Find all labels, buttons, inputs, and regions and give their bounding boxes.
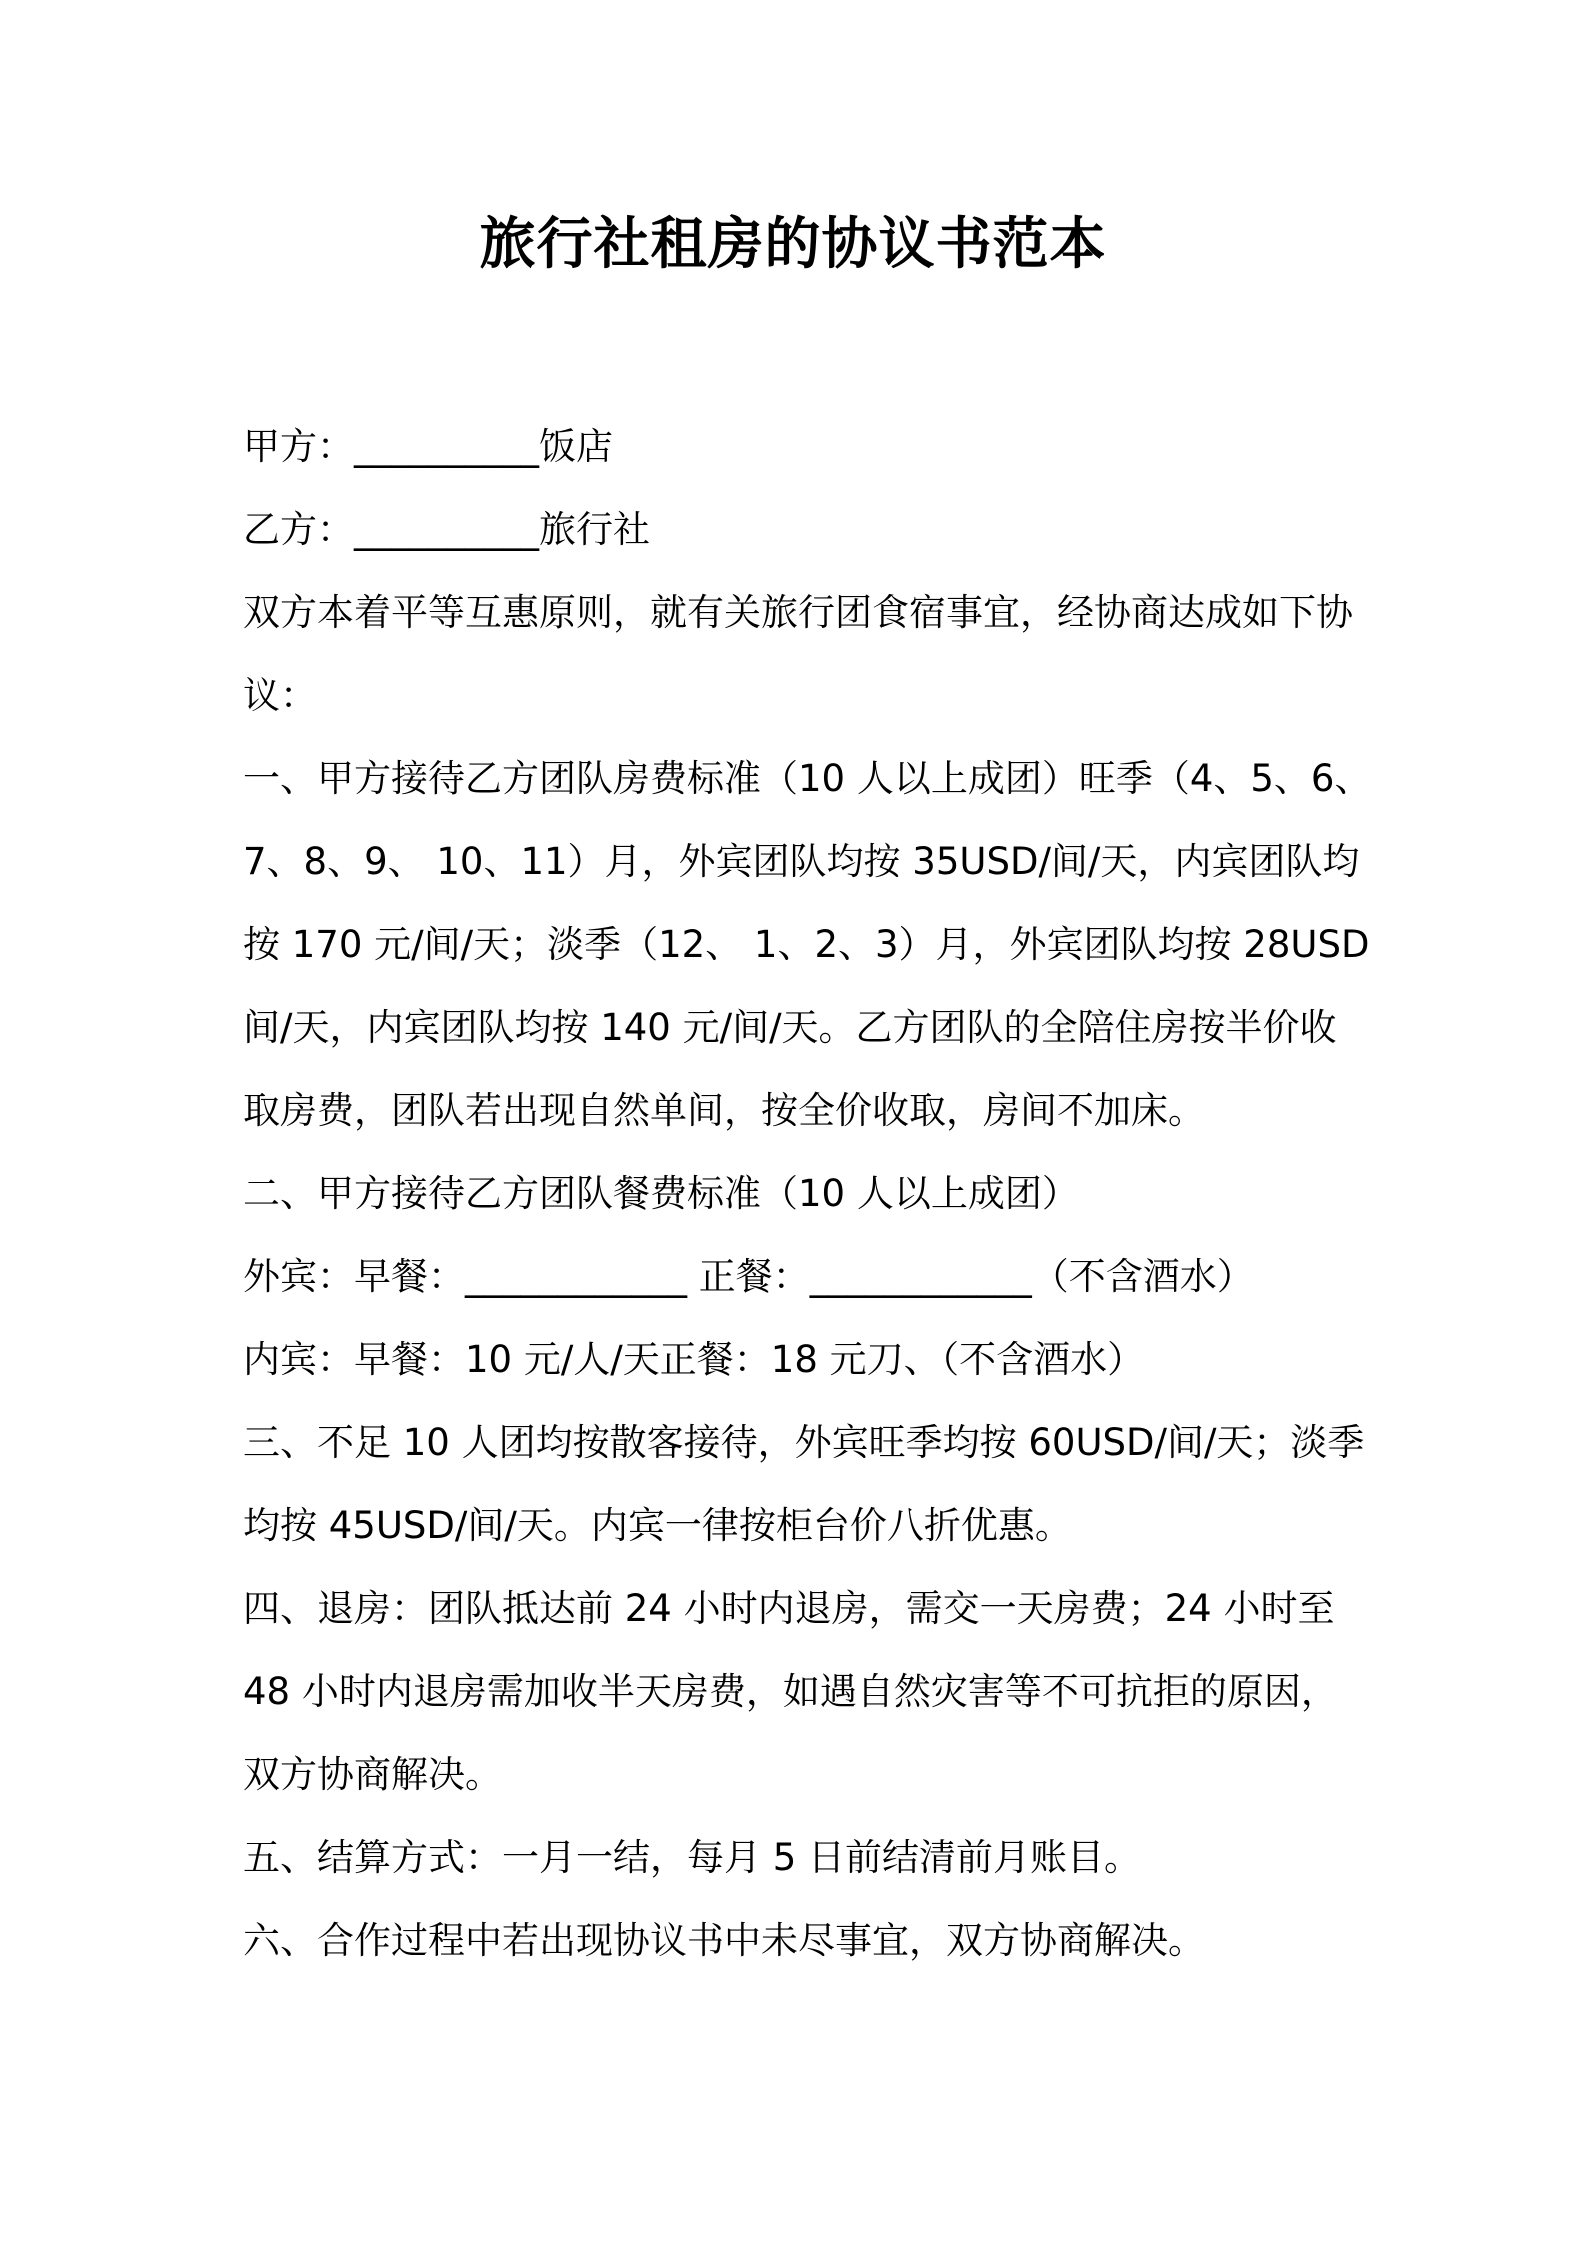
party-b-line: 乙方：__________旅行社: [243, 508, 650, 551]
clause-1-line: 按 170 元/间/天；淡季（12、 1、2、3）月，外宾团队均按 28USD: [243, 923, 1370, 966]
clause-4-line: 四、退房：团队抵达前 24 小时内退房，需交一天房费；24 小时至: [243, 1587, 1335, 1630]
clause-3-line: 三、不足 10 人团均按散客接待，外宾旺季均按 60USD/间/天；淡季: [243, 1421, 1365, 1464]
clause-3-line: 均按 45USD/间/天。内宾一律按柜台价八折优惠。: [243, 1504, 1072, 1547]
clause-2: 二、甲方接待乙方团队餐费标准（10 人以上成团）: [243, 1172, 1079, 1215]
party-a-line: 甲方：__________饭店: [243, 425, 613, 468]
document-body: [243, 405, 1372, 1982]
domestic-meals-line: 内宾：早餐：10 元/人/天正餐：18 元刀、（不含酒水）: [243, 1338, 1145, 1381]
clause-1-line: 7、8、9、 10、11）月，外宾团队均按 35USD/间/天，内宾团队均: [243, 840, 1360, 883]
clause-6: 六、合作过程中若出现协议书中未尽事宜，双方协商解决。: [243, 1919, 1205, 1962]
intro-line: 议：: [243, 674, 317, 717]
clause-4-line: 双方协商解决。: [243, 1753, 502, 1796]
foreign-meals-line: 外宾：早餐：____________ 正餐：____________（不含酒水）: [243, 1255, 1254, 1298]
clause-1-line: 取房费，团队若出现自然单间，按全价收取，房间不加床。: [243, 1089, 1205, 1132]
document-title: 旅行社租房的协议书范本: [479, 212, 1107, 277]
clause-1-line: 一、甲方接待乙方团队房费标准（10 人以上成团）旺季（4、5、6、: [243, 757, 1372, 800]
clause-4-line: 48 小时内退房需加收半天房费，如遇自然灾害等不可抗拒的原因，: [243, 1670, 1338, 1713]
clause-1-line: 间/天，内宾团队均按 140 元/间/天。乙方团队的全陪住房按半价收: [243, 1006, 1337, 1049]
clause-4: [243, 1567, 1363, 1816]
clause-1: [243, 737, 1372, 1152]
clause-3: [243, 1401, 1363, 1567]
intro-paragraph: [243, 571, 1363, 737]
intro-line: 双方本着平等互惠原则，就有关旅行团食宿事宜，经协商达成如下协: [243, 591, 1353, 634]
clause-5: 五、结算方式：一月一结，每月 5 日前结清前月账目。: [243, 1836, 1142, 1879]
